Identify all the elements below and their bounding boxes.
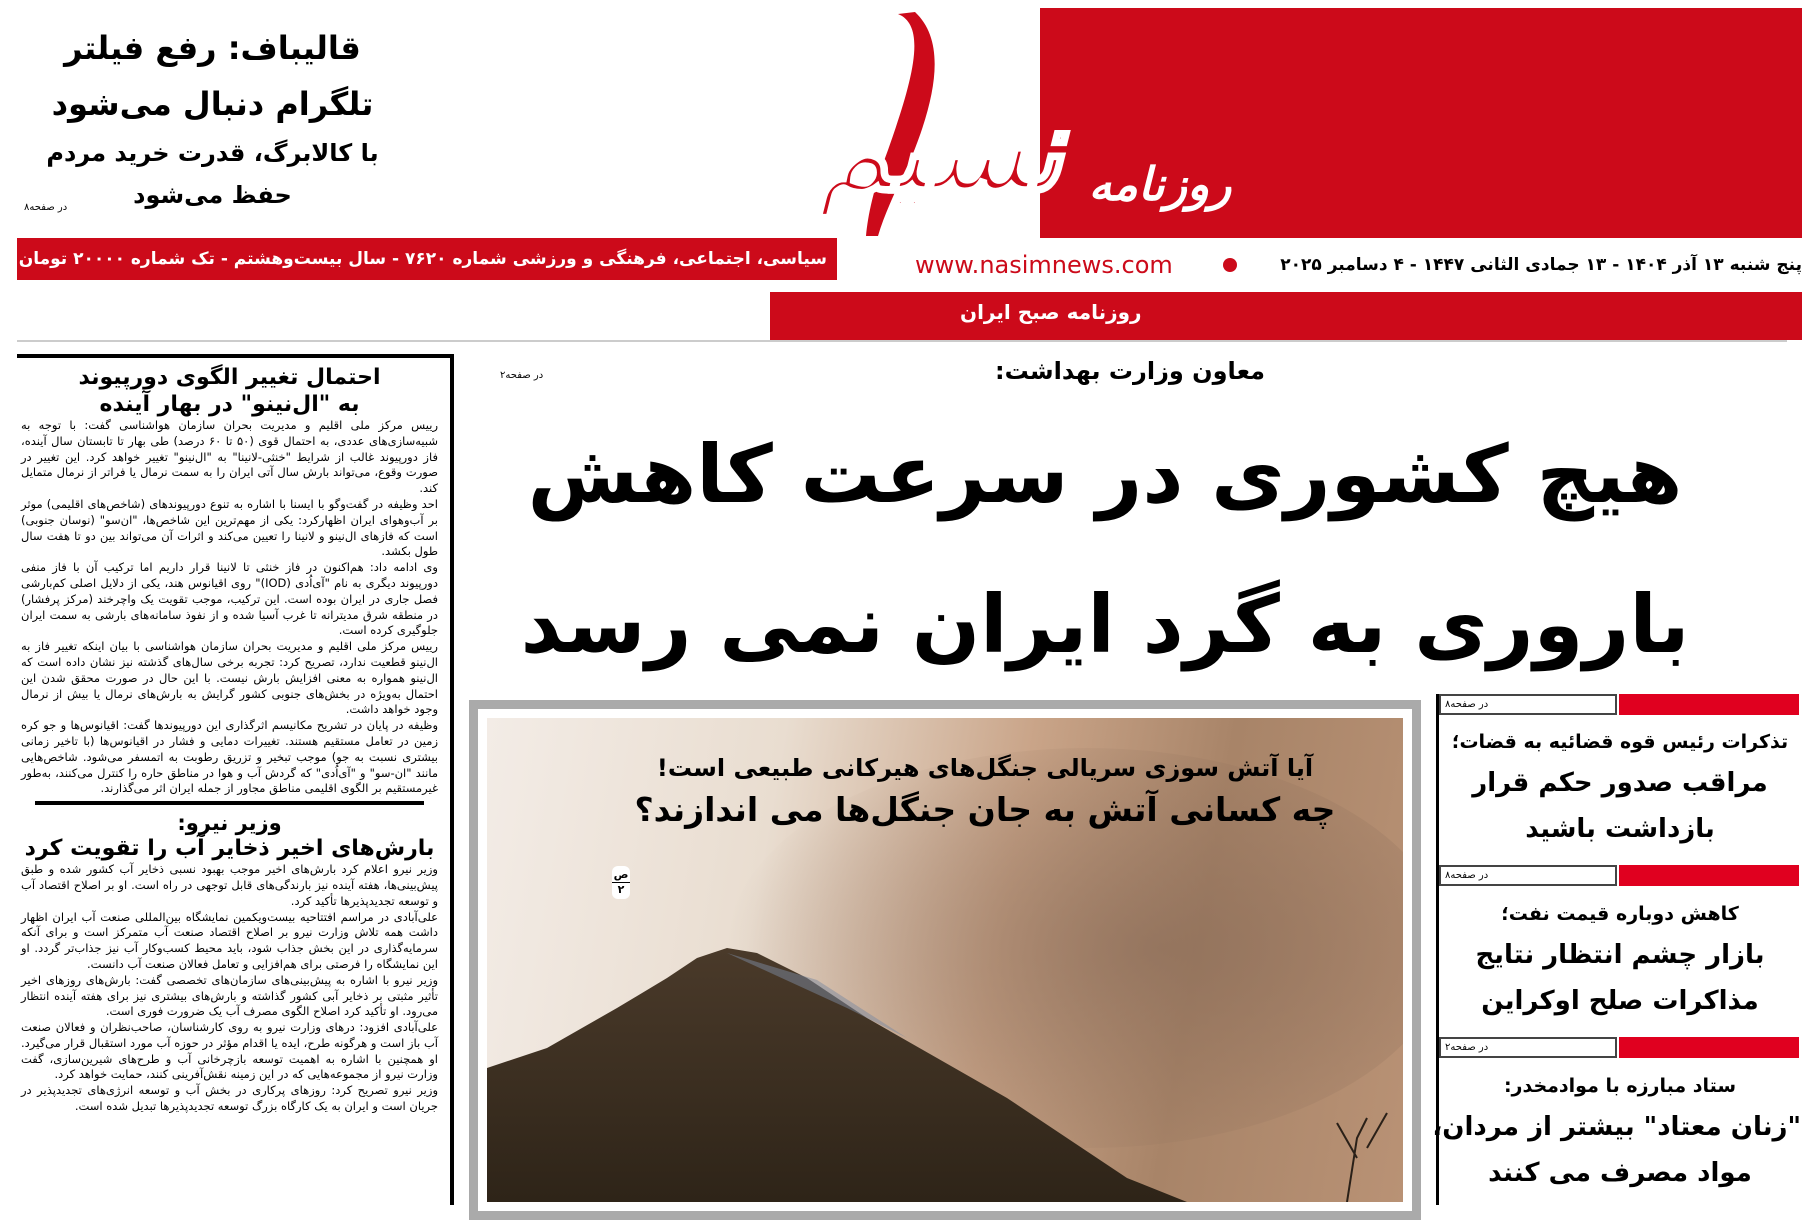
story-kicker: کاهش دوباره قیمت نفت؛ <box>1501 903 1739 925</box>
teaser-line: حفظ می‌شود <box>133 181 292 209</box>
red-bar <box>1619 694 1799 715</box>
article-body <box>21 862 438 1115</box>
story-headline: مواد مصرف می کنند <box>1488 1158 1752 1188</box>
section-bar <box>1439 865 1801 886</box>
paragraph: احد وظیفه در گفت‌وگو با ایسنا با اشاره به تنوع دورپیوندهای (شاخص‌های اقلیمی) موثر بر آب‌وهوای ایران اظهارکرد: یکی از مهم‌ترین این شاخص‌ها، "ان‌سو" (نوسان جنوبی) است که فازهای ال‌نینو و لانینا را تعیین می‌کند و اثرات آن می‌تواند بین دو تا هفت سال طول بکشد. <box>21 496 438 559</box>
page-ref-number: ۲ <box>617 883 625 896</box>
paragraph: وی ادامه داد: هم‌اکنون در فاز خنثی تا لانینا قرار داریم اما ترکیب آن با فاز منفی دورپیوند دیگری به نام "آی‌اُدی (IOD)" روی اقیانوس هند، یکی از دلایل اصلی کم‌بارشی فصل جاری در ایران بوده است. این ترکیب، موجب تقویت یک واچرخند (مرکز پرفشار) در منطقه شرق مدیترانه تا غرب آسیا شده و از نفوذ سامانه‌های بارشی به سمت ایران جلوگیری کرده است. <box>21 560 438 638</box>
issue-date: پنج شنبه ۱۳ آذر ۱۴۰۴ - ۱۳ جمادی الثانی ۱۴۴۷ - ۴ دسامبر ۲۰۲۵ <box>1280 255 1802 275</box>
story-kicker: تذکرات رئیس قوه قضائیه به قضات؛ <box>1451 731 1789 753</box>
article-el-nino[interactable] <box>21 364 438 797</box>
section-bar <box>1439 694 1801 715</box>
photo-kicker: آیا آتش سوزی سریالی جنگل‌های هیرکانی طبیعی است! <box>656 754 1314 782</box>
logo-wordmark: نسیم <box>817 84 1063 218</box>
bullet-dot-icon <box>1223 258 1237 272</box>
page-reference: در صفحه۸ <box>1439 694 1617 715</box>
issue-info: سیاسی، اجتماعی، فرهنگی و ورزشی شماره ۷۶۲۰ - سال بیست‌وهشتم - تک شماره ۲۰۰۰۰ تومان <box>18 249 827 269</box>
lead-headline[interactable] <box>470 400 1740 700</box>
story-headline: "زنان معتاد" بیشتر از مردان، <box>1432 1112 1801 1142</box>
left-column <box>17 354 454 1205</box>
section-bar <box>1439 1037 1801 1058</box>
story-drug-control[interactable] <box>1432 1068 1801 1196</box>
page-reference: در صفحه۸ <box>1439 865 1617 886</box>
article-headline: بارش‌های اخیر ذخایر آب را تقویت کرد <box>24 836 435 862</box>
photo-headline: چه کسانی آتش به جان جنگل‌ها می اندازند؟ <box>634 790 1336 829</box>
story-kicker: ستاد مبارزه با موادمخدر: <box>1503 1075 1737 1097</box>
top-left-teaser[interactable] <box>20 20 405 216</box>
article-water-minister[interactable] <box>21 811 438 1115</box>
teaser-line: قالیباف: رفع فیلتر <box>64 29 361 67</box>
paragraph: وزیر نیرو تصریح کرد: روزهای پرکاری در بخش آب و توسعه انرژی‌های تجدیدپذیر در جریان است و ایران به یک کارگاه بزرگ توسعه تجدیدپذیرها تبدیل شده است. <box>21 1083 438 1114</box>
story-headline: بازداشت باشید <box>1525 814 1715 844</box>
page-reference: در صفحه۸ <box>24 202 68 213</box>
forest-fire-photo <box>487 718 1403 1202</box>
website-link[interactable]: www.nasimnews.com <box>915 251 1173 279</box>
right-column <box>1432 694 1802 1205</box>
paragraph: وزیر نیرو با اشاره به پیش‌بینی‌های سازمان‌های تخصصی گفت: بارش‌های روزهای اخیر تأثیر مثبتی بر ذخایر آبی کشور گذاشته و بارش‌های بیشتری نیز برای هفته آینده انتظار می‌رود. او تأکید کرد اصلاح الگوی مصرف آب یک ضرورت فوری است. <box>21 972 438 1019</box>
story-headline: مراقب صدور حکم قرار <box>1472 768 1768 798</box>
page-reference: در صفحه۲ <box>1439 1037 1617 1058</box>
date-strip <box>905 238 1802 292</box>
story-oil-price[interactable] <box>1439 896 1801 1024</box>
red-bar <box>1619 865 1799 886</box>
article-headline: احتمال تغییر الگوی دورپیوند <box>78 365 381 390</box>
story-judiciary[interactable] <box>1439 724 1801 852</box>
paragraph: علی‌آبادی در مراسم افتتاحیه بیست‌ویکمین نمایشگاه بین‌المللی صنعت آب ایران اظهار داشت همه تلاش وزارت نیرو بر اصلاح اقتصاد صنعت آب متمرکز است و برای آنکه سرمایه‌گذاری در این بخش جذاب شود، باید محیط کسب‌وکار آب نیز جذاب‌تر گردد. او این نمایشگاه را فرصتی برای هم‌افزایی و تعامل فعالان صنعت آب دانست. <box>21 909 438 971</box>
paragraph: وزیر نیرو اعلام کرد بارش‌های اخیر موجب بهبود نسبی ذخایر آب کشور شده و طبق پیش‌بینی‌ها، هفته آینده نیز بارندگی‌های قابل توجهی در راه است. او بر اصلاح اقتصاد آب و توسعه تجدیدپذیرها تأکید کرد. <box>21 862 438 908</box>
tagline: روزنامه صبح ایران <box>960 300 1142 324</box>
paragraph: رییس مرکز ملی اقلیم و مدیریت بحران سازمان هواشناسی گفت: با توجه به شبیه‌سازی‌های عددی، به احتمال قوی (۵۰ تا ۶۰ درصد) طی بهار تا تابستان سال آینده، فاز دورپیوند غالب از شرایط "خنثی-لانینا" به "ال‌نینو" تغییر خواهد کرد. این تغییر در صورت وقوع، می‌تواند بارش سال آتی ایران را به سمت نرمال یا فراتر از نرمال متمایل کند. <box>21 418 439 496</box>
article-body <box>21 418 438 797</box>
page-reference <box>612 866 630 899</box>
info-bar <box>17 238 837 280</box>
lead-kicker: معاون وزارت بهداشت: <box>995 357 1265 385</box>
page-ref-label: ص <box>613 868 629 881</box>
header-divider <box>17 340 1787 342</box>
masthead-red-band <box>770 292 1802 340</box>
headline-line: باروری به گرد ایران نمی رسد <box>520 578 1690 671</box>
newspaper-logo <box>740 0 1300 236</box>
page-reference: در صفحه۲ <box>500 370 544 381</box>
paragraph: رییس مرکز ملی اقلیم و مدیریت بحران سازمان هواشناسی با بیان اینکه تغییر فاز به ال‌نینو قطعیت ندارد، تصریح کرد: تجربه برخی سال‌های گذشته نیز نشان داده است که ال‌نینو همواره به معنی افزایش بارش نیست. با این حال در صورت محقق شدن این احتمال به‌ویژه در بخش‌های جنوبی کشور گرایش به بارش‌های نرمال یا بیش از نرمال وجود خواهد داشت. <box>21 639 438 717</box>
story-headline: مذاکرات صلح اوکراین <box>1481 986 1759 1016</box>
paragraph: علی‌آبادی افزود: درهای وزارت نیرو به روی کارشناسان، صاحب‌نظران و فعالان صنعت آب باز است و هرگونه طرح، ایده یا اقدام مؤثر در حوزه آب مورد استقبال قرار می‌گیرد. او همچنین با اشاره به اهمیت توسعه بازچرخانی آب و طرح‌های شیرین‌سازی، گفت وزارت نیرو از مجموعه‌هایی که در این زمینه نقش‌آفرینی کنند، حمایت خواهد کرد. <box>21 1020 438 1082</box>
photo-story[interactable] <box>469 700 1421 1220</box>
paragraph: وظیفه در پایان در تشریح مکانیسم اثرگذاری این دورپیوندها گفت: اقیانوس‌ها و جو کره زمین در تعامل مستقیم هستند. تغییرات دمایی و فشار در اقیانوس‌ها (با تاخیر زمانی بیشتری نسبت به جو) موجب تبخیر و تزریق رطوبت به اتمسفر می‌شود. شاخص‌هایی مانند "ان-سو" و "آی‌اُدی" که گردش آب و هوا در مناطق حاره را کنترل می‌کنند، به‌طور غیرمستقیم بر الگوی اقلیمی مناطق مجاور از جمله ایران اثر می‌گذارند. <box>21 718 438 796</box>
story-headline: بازار چشم انتظار نتایج <box>1475 940 1765 970</box>
article-divider <box>35 801 424 805</box>
logo-prefix: روزنامه <box>1088 157 1232 211</box>
teaser-line: تلگرام دنبال می‌شود <box>51 85 374 123</box>
teaser-line: با کالابرگ، قدرت خرید مردم <box>46 139 379 167</box>
headline-line: هیچ کشوری در سرعت کاهش <box>527 428 1683 521</box>
article-headline: به "ال‌نینو" در بهار آینده <box>99 392 360 417</box>
article-kicker: وزیر نیرو: <box>177 811 282 836</box>
red-bar <box>1619 1037 1799 1058</box>
